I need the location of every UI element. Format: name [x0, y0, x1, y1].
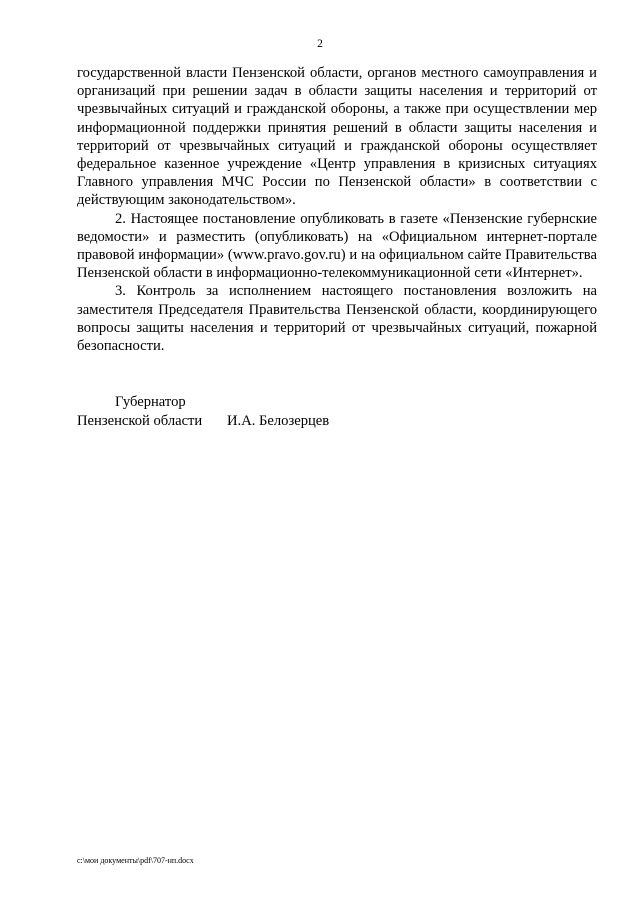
footer-file-path: c:\мои документы\pdf\707-нп.docx — [77, 856, 194, 865]
document-body — [77, 64, 597, 355]
signature-title-line1: Губернатор — [115, 394, 186, 410]
page-number: 2 — [317, 38, 323, 50]
signature-block — [77, 393, 329, 430]
signature-name: И.А. Белозерцев — [227, 412, 330, 429]
paragraph-2: 2. Настоящее постановление опубликовать в газете «Пензенские губернские ведомости» и разместить (опубликовать) на «Официальном интернет-портале правовой информации» (www.pravo.gov.ru) и на официальном сайте Правительства Пензенской области в информационно-телекоммуникационной сети «Интернет». — [77, 210, 597, 282]
signature-row — [77, 412, 329, 431]
paragraph-continuation: государственной власти Пензенской области, органов местного самоуправления и организаций при решении задач в области защиты населения и территорий от чрезвычайных ситуаций и гражданской обороны, а также при осуществлении мер информационной поддержки принятия решений в области защиты населения и территорий от чрезвычайных ситуаций и гражданской обороны осуществляет федеральное казенное учреждение «Центр управления в кризисных ситуациях Главного управления МЧС России по Пензенской области» в соответствии с действующим законодательством». — [77, 65, 597, 209]
signature-title-line2: Пензенской области — [77, 412, 203, 429]
paragraph-3: 3. Контроль за исполнением настоящего постановления возложить на заместителя Председателя Правительства Пензенской области, координирующего вопросы защиты населения и территорий от чрезвычайных ситуаций, пожарной безопасности. — [77, 283, 597, 355]
